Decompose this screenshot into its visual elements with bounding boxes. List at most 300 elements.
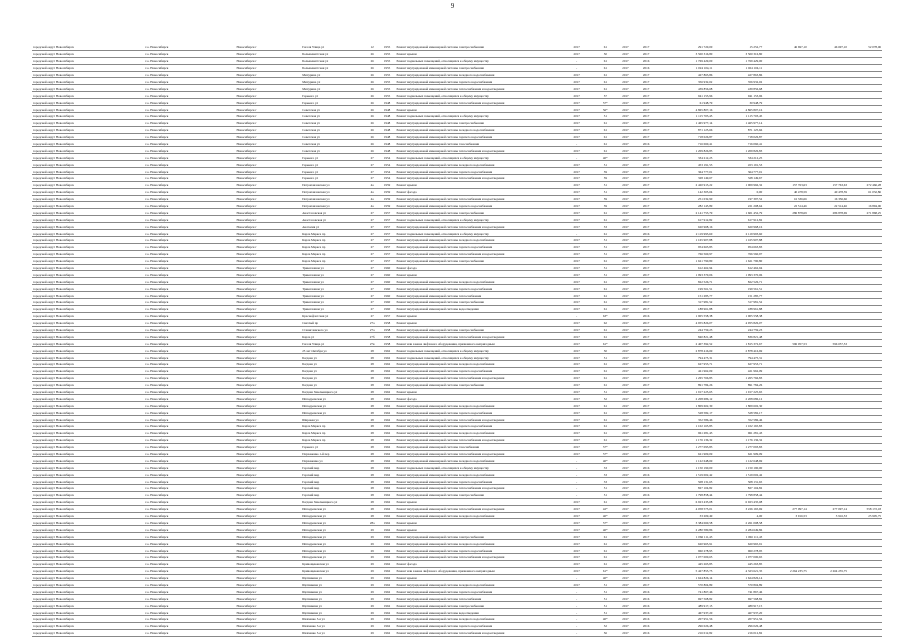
table-cell xyxy=(808,416,848,423)
table-row xyxy=(32,615,882,622)
table-cell: Ремонт внутридомовой инженерной системы газоснабжения xyxy=(395,140,557,147)
table-cell: городской округ Новосибирск xyxy=(32,574,144,581)
table-cell xyxy=(848,429,882,436)
table-cell: 51 xyxy=(596,609,615,616)
table-cell: городской округ Новосибирск xyxy=(32,92,144,99)
table-cell: - xyxy=(558,57,596,64)
table-cell: 352 586,46 xyxy=(656,416,713,423)
table-cell: 2017 xyxy=(615,216,636,223)
table-cell: 356 932,02 xyxy=(713,78,763,85)
table-cell xyxy=(848,161,882,168)
table-cell: 840 821,48 xyxy=(656,333,713,340)
table-cell: 2 407 392,52 xyxy=(656,340,713,347)
table-cell: 1957 xyxy=(379,250,396,257)
table-cell: 445 263,85 xyxy=(656,560,713,567)
table-cell: городской округ Новосибирск xyxy=(32,278,144,285)
table-cell: 2017 xyxy=(558,354,596,361)
table-cell: 2017 xyxy=(615,319,636,326)
table-cell: 28 xyxy=(366,443,379,450)
table-cell: городской округ Новосибирск xyxy=(32,195,144,202)
table-cell: 1955 xyxy=(379,44,396,50)
table-cell: 2017 xyxy=(558,44,596,50)
table-cell: 1962 xyxy=(379,505,396,512)
table-cell: 2017 xyxy=(558,119,596,126)
table-cell: 2017 xyxy=(558,402,596,409)
table-cell: 2016 xyxy=(636,629,656,636)
table-cell: 61 xyxy=(596,71,615,78)
table-cell: Карла Маркса пр xyxy=(301,236,366,243)
table-cell: 1958 xyxy=(379,340,396,347)
table-cell: 51 xyxy=(596,602,615,609)
table-cell: 29 xyxy=(366,540,379,547)
table-cell: 33 xyxy=(596,471,615,478)
table-cell: 216 012,82 xyxy=(656,629,713,636)
table-cell: 2017 xyxy=(615,71,636,78)
table-cell: Ипподромская ул xyxy=(301,547,366,554)
table-row xyxy=(32,581,882,588)
table-cell: 1 905 558,38 xyxy=(713,312,763,319)
table-cell: Гоголя Улица ул xyxy=(301,340,366,347)
table-cell: 22 514,46 xyxy=(763,202,808,209)
table-cell: городской округ Новосибирск xyxy=(32,250,144,257)
table-cell: 51 xyxy=(596,595,615,602)
table-cell xyxy=(808,443,848,450)
table-cell xyxy=(763,257,808,264)
table-cell: 2017 xyxy=(615,50,636,57)
table-cell: 528 582,17 xyxy=(656,409,713,416)
table-cell: г.о. Новосибирск xyxy=(144,519,235,526)
table-cell: 28 xyxy=(366,450,379,457)
table-cell: 151 285,77 xyxy=(713,292,763,299)
table-cell xyxy=(763,622,808,629)
table-cell: Трикотажная ул xyxy=(301,305,366,312)
table-cell: городской округ Новосибирск xyxy=(32,112,144,119)
table-cell xyxy=(808,609,848,616)
table-cell: г.о. Новосибирск xyxy=(144,347,235,354)
table-cell: Ремонт крыши xyxy=(395,526,557,533)
table-cell: Новосибирск г xyxy=(235,519,301,526)
table-cell: Ремонт внутридомовой инженерной системы электроснабжения xyxy=(395,64,557,71)
table-cell xyxy=(848,360,882,367)
table-row xyxy=(32,340,882,347)
table-cell: 2017 xyxy=(558,436,596,443)
table-cell: 2017 xyxy=(615,64,636,71)
table-cell: 2017 xyxy=(636,326,656,333)
table-cell xyxy=(848,112,882,119)
table-cell: 2017 xyxy=(615,540,636,547)
table-row xyxy=(32,533,882,540)
table-cell xyxy=(763,133,808,140)
table-cell: 61 xyxy=(596,381,615,388)
table-cell: 61 xyxy=(596,147,615,154)
table-cell: 827 104,82 xyxy=(713,485,763,492)
table-cell xyxy=(808,147,848,154)
table-cell: 2017 xyxy=(636,560,656,567)
table-cell: городской округ Новосибирск xyxy=(32,347,144,354)
table-cell: Пархоменко ул xyxy=(301,457,366,464)
table-cell: 26 xyxy=(366,106,379,113)
table-cell: городской округ Новосибирск xyxy=(32,602,144,609)
table-cell: 59 xyxy=(596,168,615,175)
table-cell: Ремонт крыши xyxy=(395,312,557,319)
table-cell: 28 xyxy=(366,360,379,367)
table-cell: 2016 xyxy=(636,485,656,492)
table-cell: 29 xyxy=(366,622,379,629)
table-cell: 467 937,20 xyxy=(713,609,763,616)
table-cell: 1958 xyxy=(379,319,396,326)
table-cell: 2017 xyxy=(615,622,636,629)
table-cell: Большевистская ул xyxy=(301,50,366,57)
table-cell: г.о. Новосибирск xyxy=(144,436,235,443)
table-cell: Новосибирск г xyxy=(235,602,301,609)
table-cell: Щетинкина ул xyxy=(301,581,366,588)
table-cell: 2016 xyxy=(636,312,656,319)
table-cell: городской округ Новосибирск xyxy=(32,236,144,243)
table-cell xyxy=(763,216,808,223)
table-cell: 207 951,56 xyxy=(656,615,713,622)
table-cell: 2017 xyxy=(558,181,596,188)
table-cell: 2017 xyxy=(615,243,636,250)
table-cell: 296 026,48 xyxy=(656,622,713,629)
table-cell: 61 xyxy=(596,429,615,436)
table-cell: Новосибирск г xyxy=(235,512,301,519)
table-row xyxy=(32,409,882,416)
table-cell: 1960 xyxy=(379,292,396,299)
table-cell: Ремонт внутридомовой инженерной системы холодного водоснабжения xyxy=(395,71,557,78)
table-cell: 2017 xyxy=(615,223,636,230)
table-cell: 1 176 136,32 xyxy=(656,436,713,443)
table-cell: Новосибирск г xyxy=(235,622,301,629)
table-cell: 1 621 790,80 xyxy=(656,257,713,264)
table-cell: г.о. Новосибирск xyxy=(144,92,235,99)
table-cell xyxy=(763,230,808,237)
table-cell: Новосибирск г xyxy=(235,57,301,64)
table-cell: 2017 xyxy=(615,106,636,113)
table-cell: г.о. Новосибирск xyxy=(144,567,235,574)
table-cell: 827 104,82 xyxy=(656,485,713,492)
table-row xyxy=(32,478,882,485)
table-cell: 2017 xyxy=(636,360,656,367)
table-cell: 1 624 826,14 xyxy=(713,574,763,581)
table-cell: Ремонт внутридомовой инженерной системы электроснабжения xyxy=(395,326,557,333)
table-cell: 2 878 416,69 xyxy=(713,347,763,354)
table-cell: Горького ул xyxy=(301,161,366,168)
table-cell: 2017 xyxy=(615,230,636,237)
table-cell: 2017 xyxy=(615,285,636,292)
table-cell: Богдана ул xyxy=(301,354,366,361)
table-row xyxy=(32,491,882,498)
table-cell: Богдана ул xyxy=(301,360,366,367)
table-row xyxy=(32,78,882,85)
table-cell: 2017 xyxy=(636,436,656,443)
table-cell: 40 478,59 xyxy=(763,188,808,195)
table-cell: 1 277 093,83 xyxy=(656,443,713,450)
table-cell: Ремонт внутридомовой инженерной системы теплоснабжения и водоотведения xyxy=(395,450,557,457)
table-cell: 2017 xyxy=(615,264,636,271)
table-cell: г.о. Новосибирск xyxy=(144,305,235,312)
table-cell: Ремонт внутридомовой инженерной системы теплоснабжения и водоотведения xyxy=(395,485,557,492)
table-cell: Горский мкр xyxy=(301,478,366,485)
table-cell: 2017 xyxy=(558,174,596,181)
table-cell: городской округ Новосибирск xyxy=(32,168,144,175)
table-cell: городской округ Новосибирск xyxy=(32,581,144,588)
table-cell: 4,00 xyxy=(713,512,763,519)
table-cell: 822 526,71 xyxy=(713,278,763,285)
table-cell: г.о. Новосибирск xyxy=(144,478,235,485)
table-cell: 2017 xyxy=(615,374,636,381)
table-cell: г.о. Новосибирск xyxy=(144,360,235,367)
table-cell: 4а xyxy=(366,195,379,202)
table-cell: Новосибирск г xyxy=(235,209,301,216)
table-cell: 1955 xyxy=(379,57,396,64)
table-cell xyxy=(808,326,848,333)
table-cell xyxy=(763,478,808,485)
table-cell: 2017 xyxy=(558,278,596,285)
table-cell: 1959 xyxy=(379,188,396,195)
table-cell: г.о. Новосибирск xyxy=(144,264,235,271)
table-cell: 2017 xyxy=(615,161,636,168)
table-cell: - xyxy=(558,471,596,478)
table-cell xyxy=(848,395,882,402)
table-cell: 2017 xyxy=(615,533,636,540)
table-cell: 51 xyxy=(596,236,615,243)
table-cell xyxy=(808,140,848,147)
table-cell: 2017 xyxy=(615,581,636,588)
table-cell: 1948 xyxy=(379,119,396,126)
table-cell: 627 953,71 xyxy=(656,360,713,367)
table-cell xyxy=(848,416,882,423)
table-cell: 271 868,25 xyxy=(848,209,882,216)
table-cell: г.о. Новосибирск xyxy=(144,161,235,168)
table-row xyxy=(32,609,882,616)
table-row xyxy=(32,119,882,126)
table-cell: 2017 xyxy=(636,395,656,402)
table-cell: 1 077 000,65 xyxy=(713,553,763,560)
table-cell: 2017 xyxy=(636,154,656,161)
table-cell xyxy=(763,147,808,154)
table-cell: 51 xyxy=(596,161,615,168)
table-row xyxy=(32,505,882,512)
table-cell: Ремонт внутридомовой инженерной системы горячего водоснабжения xyxy=(395,243,557,250)
table-cell: 216 012,82 xyxy=(713,629,763,636)
table-cell: Новосибирск г xyxy=(235,271,301,278)
table-cell: 2017 xyxy=(636,374,656,381)
table-cell: 627 953,71 xyxy=(713,360,763,367)
table-cell xyxy=(808,305,848,312)
table-cell xyxy=(808,85,848,92)
table-cell: 1948 xyxy=(379,147,396,154)
table-cell: 5 427 855,75 xyxy=(656,567,713,574)
table-cell: Новосибирск г xyxy=(235,540,301,547)
table-row xyxy=(32,367,882,374)
table-cell: 2017 xyxy=(615,485,636,492)
table-cell: 1960 xyxy=(379,285,396,292)
table-cell xyxy=(848,257,882,264)
table-cell xyxy=(763,140,808,147)
table-cell: 51 xyxy=(596,243,615,250)
table-cell: 1962 xyxy=(379,360,396,367)
table-cell: г.о. Новосибирск xyxy=(144,622,235,629)
table-cell: г.о. Новосибирск xyxy=(144,209,235,216)
table-cell xyxy=(808,429,848,436)
table-cell: 1 905 558,38 xyxy=(656,312,713,319)
table-cell: городской округ Новосибирск xyxy=(32,367,144,374)
table-cell: 61 xyxy=(596,305,615,312)
table-cell: городской округ Новосибирск xyxy=(32,106,144,113)
table-cell: 1957 xyxy=(379,312,396,319)
table-cell: 1960 xyxy=(379,305,396,312)
table-cell: г.о. Новосибирск xyxy=(144,395,235,402)
table-cell xyxy=(808,271,848,278)
table-cell xyxy=(763,540,808,547)
table-cell xyxy=(808,223,848,230)
table-cell: 2016 xyxy=(636,595,656,602)
table-cell: Новосибирск г xyxy=(235,106,301,113)
table-cell xyxy=(808,622,848,629)
table-cell: 2017 xyxy=(636,429,656,436)
table-cell: г.о. Новосибирск xyxy=(144,319,235,326)
table-cell: 2 208 686,12 xyxy=(656,395,713,402)
table-cell: Новосибирск г xyxy=(235,285,301,292)
table-row xyxy=(32,485,882,492)
table-cell: 2017 xyxy=(558,567,596,574)
table-cell: 27а xyxy=(366,326,379,333)
table-cell: 2017 xyxy=(636,443,656,450)
table-cell xyxy=(848,312,882,319)
table-cell: 2 119 993,60 xyxy=(713,230,763,237)
table-cell: 697 568,82 xyxy=(713,595,763,602)
table-cell: 2017 xyxy=(558,381,596,388)
table-cell xyxy=(808,498,848,505)
table-cell: 2017 xyxy=(636,71,656,78)
table-cell: 2016 xyxy=(636,140,656,147)
table-cell: 286 878,69 xyxy=(763,209,808,216)
table-cell: 352 586,46 xyxy=(713,416,763,423)
table-cell: 2017 xyxy=(615,629,636,636)
table-cell xyxy=(848,588,882,595)
table-cell xyxy=(848,236,882,243)
table-cell: г.о. Новосибирск xyxy=(144,271,235,278)
table-cell: 27 xyxy=(366,250,379,257)
table-cell: 2017 xyxy=(615,112,636,119)
table-cell: 2017 xyxy=(636,540,656,547)
table-cell: 1 519 002,42 xyxy=(656,471,713,478)
table-row xyxy=(32,388,882,395)
table-cell: городской округ Новосибирск xyxy=(32,567,144,574)
table-row xyxy=(32,595,882,602)
table-cell: 27 xyxy=(366,230,379,237)
table-cell: Анастасовская ул xyxy=(301,216,366,223)
table-cell: - xyxy=(558,595,596,602)
table-row xyxy=(32,519,882,526)
table-cell xyxy=(808,78,848,85)
table-cell: Трикотажная ул xyxy=(301,278,366,285)
table-cell: 61 xyxy=(596,374,615,381)
table-cell: 2017 xyxy=(636,106,656,113)
table-cell: 1948 xyxy=(379,106,396,113)
table-cell: Петропавловская ул xyxy=(301,188,366,195)
table-cell xyxy=(808,422,848,429)
table-cell: Ремонт подвальных помещений, относящихся к общему имуществу xyxy=(395,216,557,223)
table-cell: 25 905,75 xyxy=(848,512,882,519)
table-cell: 6 923 435,08 xyxy=(656,498,713,505)
table-cell: г.о. Новосибирск xyxy=(144,236,235,243)
table-cell: 1957 xyxy=(379,243,396,250)
table-cell: 29 xyxy=(366,581,379,588)
table-cell: 1962 xyxy=(379,533,396,540)
table-row xyxy=(32,126,882,133)
table-cell: городской округ Новосибирск xyxy=(32,498,144,505)
table-cell: Ремонт подвальных помещений, относящихся к общему имуществу xyxy=(395,92,557,99)
table-cell: г.о. Новосибирск xyxy=(144,450,235,457)
table-cell xyxy=(763,422,808,429)
table-cell: 621 909,09 xyxy=(656,450,713,457)
table-cell: Ремонт внутридомовой инженерной системы электроснабжения xyxy=(395,209,557,216)
table-cell: 2017 xyxy=(636,416,656,423)
table-row xyxy=(32,354,882,361)
table-row xyxy=(32,395,882,402)
table-cell xyxy=(808,243,848,250)
table-cell: 28 xyxy=(366,422,379,429)
table-cell: 52 xyxy=(596,622,615,629)
table-cell: г.о. Новосибирск xyxy=(144,609,235,616)
table-cell: Ремонт внутридомовой инженерной системы теплоснабжения и водоотведения xyxy=(395,85,557,92)
table-cell: 960 278,95 xyxy=(713,547,763,554)
table-cell: 1 601 452,79 xyxy=(713,209,763,216)
table-cell: 961 281,43 xyxy=(713,429,763,436)
table-cell: городской округ Новосибирск xyxy=(32,243,144,250)
table-cell: Ремонт внутридомовой инженерной системы холодного водоснабжения xyxy=(395,540,557,547)
table-cell: 2017 xyxy=(615,188,636,195)
table-row xyxy=(32,236,882,243)
table-row xyxy=(32,471,882,478)
table-cell: Ремонт крыши xyxy=(395,574,557,581)
table-cell: 2017 xyxy=(636,78,656,85)
table-cell: 244 759,23 xyxy=(713,326,763,333)
table-row xyxy=(32,450,882,457)
table-row xyxy=(32,271,882,278)
table-cell: городской округ Новосибирск xyxy=(32,44,144,50)
table-row xyxy=(32,360,882,367)
table-cell: 27б xyxy=(366,333,379,340)
table-cell: г.о. Новосибирск xyxy=(144,429,235,436)
table-cell: 794 475,31 xyxy=(656,354,713,361)
table-cell xyxy=(763,485,808,492)
table-cell: 2017 xyxy=(636,271,656,278)
table-cell: 151 285,77 xyxy=(656,292,713,299)
table-cell: г.о. Новосибирск xyxy=(144,560,235,567)
table-cell: 2017 xyxy=(636,367,656,374)
table-cell: Советская ул xyxy=(301,106,366,113)
table-cell: 2 264 235,75 xyxy=(763,567,808,574)
table-cell: 2017 xyxy=(615,429,636,436)
table-cell: 2 420 913,22 xyxy=(656,181,713,188)
table-cell: 2017 xyxy=(558,78,596,85)
table-cell xyxy=(763,491,808,498)
table-cell xyxy=(848,602,882,609)
table-cell: Ремонт подвальных помещений, относящихся к общему имуществу xyxy=(395,112,557,119)
table-cell xyxy=(763,395,808,402)
table-cell xyxy=(763,319,808,326)
table-cell: 199 561,51 xyxy=(713,285,763,292)
table-cell: 1 066 111,43 xyxy=(656,533,713,540)
table-cell: 2017 xyxy=(615,595,636,602)
table-cell: 2017 xyxy=(558,216,596,223)
table-cell: Ремонт внутридомовой инженерной системы теплоснабжения и водоотведения xyxy=(395,553,557,560)
table-cell: 2017 xyxy=(636,526,656,533)
table-cell: 61 xyxy=(596,409,615,416)
table-cell xyxy=(763,560,808,567)
